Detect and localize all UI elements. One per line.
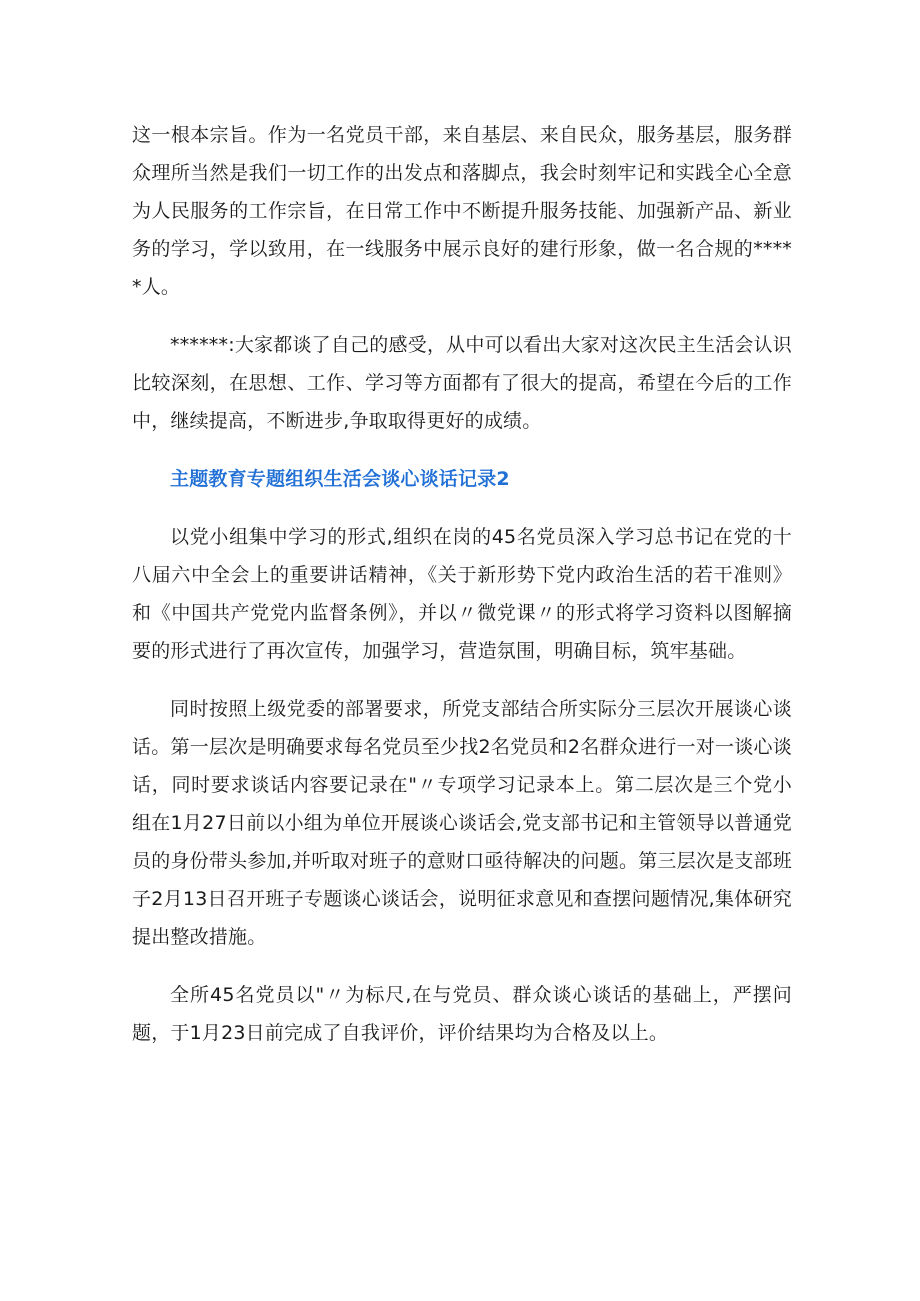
paragraph-2: ******:大家都谈了自己的感受，从中可以看出大家对这次民主生活会认识比较深刻，在思想、工作、学习等方面都有了很大的提高，希望在今后的工作中，继续提高，不断进步,争取取得更好的成绩。 (132, 334, 792, 432)
document-body (132, 116, 792, 1072)
paragraph-5: 全所45名党员以"〃为标尺,在与党员、群众谈心谈话的基础上，严摆问题，于1月23日前完成了自我评价，评价结果均为合格及以上。 (132, 984, 792, 1044)
paragraph-3: 以党小组集中学习的形式,组织在岗的45名党员深入学习总书记在党的十八届六中全会上的重要讲话精神，《关于新形势下党内政治生活的若干准则》和《中国共产党党内监督条例》，并以〃微党课〃的形式将学习资料以图解摘要的形式进行了再次宣传，加强学习，营造氛围，明确目标，筑牢基础。 (132, 526, 792, 662)
section-heading: 主题教育专题组织生活会谈心谈话记录2 (170, 468, 510, 490)
paragraph-1: 这一根本宗旨。作为一名党员干部，来自基层、来自民众，服务基层，服务群众理所当然是我们一切工作的出发点和落脚点，我会时刻牢记和实践全心全意为人民服务的工作宗旨，在日常工作中不断提升服务技能、加强新产品、新业务的学习，学以致用，在一线服务中展示良好的建行形象，做一名合规的*****人。 (132, 124, 792, 298)
paragraph-4: 同时按照上级党委的部署要求，所党支部结合所实际分三层次开展谈心谈话。第一层次是明确要求每名党员至少找2名党员和2名群众进行一对一谈心谈话，同时要求谈话内容要记录在"〃专项学习记录本上。第二层次是三个党小组在1月27日前以小组为单位开展谈心谈话会,党支部书记和主管领导以普通党员的身份带头参加,并听取对班子的意财口亟待解决的问题。第三层次是支部班子2月13日召开班子专题谈心谈话会，说明征求意见和查摆问题情况,集体研究提出整改措施。 (132, 698, 792, 948)
